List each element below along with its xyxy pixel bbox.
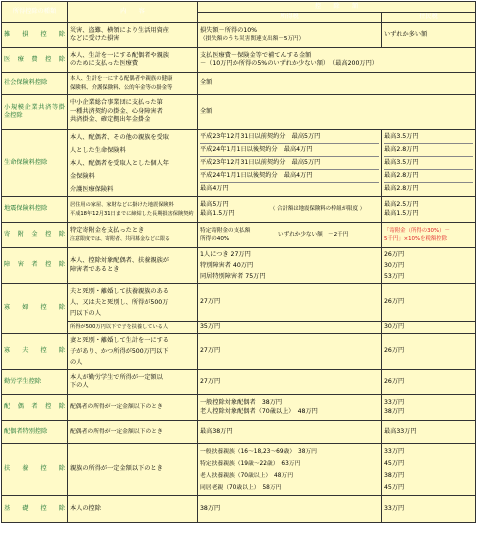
- row-name: 寡婦控除: [2, 284, 68, 334]
- row-income-tax: 全額: [198, 73, 476, 95]
- row-spouse: [2, 395, 476, 421]
- row-name: 小規模企業共済等掛金控除: [2, 95, 68, 130]
- row-resident-tax: 26万円: [382, 334, 476, 370]
- row-income-tax: 全額: [198, 95, 476, 130]
- row-resident-tax: 30万円: [382, 322, 476, 334]
- row-name: 社会保険料控除: [2, 73, 68, 95]
- row-casualty-loss: [2, 23, 476, 48]
- row-content: 所得が500万円以下で子を扶養している人: [68, 322, 198, 334]
- row-income-tax: 損失額－所得の10% （損失額のうち災害関連支出額－5万円）: [198, 23, 382, 48]
- row-content: 居住用の家屋、家財などに掛けた地震保険料 平成18年12月31日までに締結した長期損害保険契約: [68, 197, 198, 223]
- income-deduction-table: [1, 1, 476, 523]
- row-name: 配偶者控除: [2, 395, 68, 421]
- row-name: 雑損控除: [2, 23, 68, 48]
- row-basic: [2, 496, 476, 523]
- row-income-tax: 27万円: [198, 370, 382, 395]
- row-income-tax: 最高38万円: [198, 421, 382, 444]
- row-resident-tax: 最高3.5万円 最高2.8万円 最高3.5万円 最高2.8万円 最高2.8万円: [382, 130, 476, 197]
- row-widow-2: [2, 322, 476, 334]
- row-content: 本人が勤労学生で所得が一定額以 下の人: [68, 370, 198, 395]
- row-name: 障害者控除: [2, 248, 68, 284]
- row-content: 妻と死別・離婚して生計を一にする 子があり、かつ所得が500万円以下 の人: [68, 334, 198, 370]
- header-income-tax: 所得税: [198, 13, 382, 23]
- row-resident-tax: 最高33万円: [382, 421, 476, 444]
- row-life-insurance: [2, 130, 476, 197]
- header-deduction: 控 除 額: [198, 2, 476, 13]
- row-resident-tax: 33万円: [382, 496, 476, 523]
- row-working-student: [2, 370, 476, 395]
- row-income-tax: 38万円: [198, 496, 382, 523]
- row-name: 医療費控除: [2, 48, 68, 73]
- row-name: 配偶者特別控除: [2, 421, 68, 444]
- row-resident-tax: 26万円 30万円 53万円: [382, 248, 476, 284]
- row-resident-tax: 26万円: [382, 370, 476, 395]
- row-resident-tax: いずれか多い額: [382, 23, 476, 48]
- header-resident-tax: 住民税: [382, 13, 476, 23]
- row-social-insurance: [2, 73, 476, 95]
- row-resident-tax: 「寄附金（所得の30%）－ 5千円」×10%を税額控除: [382, 223, 476, 248]
- row-income-tax: 1人につき 27万円 特別障害者 40万円 同居特別障害者 75万円: [198, 248, 382, 284]
- row-income-tax: 平成23年12月31日以前契約分 最高5万円 平成24年1月1日以後契約分 最高4万円 平成23年12月31日以前契約分 最高5万円 平成24年1月1日以後契約分 最高4万円 最高4万円: [198, 130, 382, 197]
- header-content: 内 容: [68, 2, 198, 23]
- row-name: 寡夫控除: [2, 334, 68, 370]
- row-dependent: [2, 444, 476, 496]
- row-income-tax: 一般扶養親族（16～18,23～69歳） 38万円 特定扶養親族（19歳～22歳） 63万円 老人扶養親族（70歳以上） 48万円 同居老親（70歳以上） 58万円: [198, 444, 382, 496]
- row-name: 地震保険料控除: [2, 197, 68, 223]
- row-donation: [2, 223, 476, 248]
- row-content: 中小企業総合事業団に支払った第 一種共済契約の掛金、心身障害者 共済掛金、確定拠出年金掛金: [68, 95, 198, 130]
- row-content: 本人、控除対象配偶者、扶養親族が 障害者であるとき: [68, 248, 198, 284]
- row-income-tax: 一般控除対象配偶者 38万円 老人控除対象配偶者（70歳以上） 48万円: [198, 395, 382, 421]
- row-income-tax: 最高5万円 最高1.5万円 （ 合計額は地震保険料の枠組が限度 ）: [198, 197, 382, 223]
- row-content: 配偶者の所得が一定金額以下のとき: [68, 421, 198, 444]
- row-resident-tax: 33万円 45万円 38万円 45万円: [382, 444, 476, 496]
- row-content: 本人、配偶者、その他の親族を受取 人とした生命保険料 本人、配偶者を受取人とした個人年 金保険料 介護医療保険料: [68, 130, 198, 197]
- row-income-tax: 支払医療費－保険金等で補てんする金額 －（10万円か所得の5%のいずれか少ない額） （最高200万円）: [198, 48, 476, 73]
- row-content: 本人の控除: [68, 496, 198, 523]
- row-income-tax: 27万円: [198, 334, 382, 370]
- row-spouse-special: [2, 421, 476, 444]
- row-name: 基礎控除: [2, 496, 68, 523]
- row-content: 配偶者の所得が一定金額以下のとき: [68, 395, 198, 421]
- row-content: 夫と死別・離婚して扶養親族のある 人、又は夫と死別し、所得が500万 円以下の人: [68, 284, 198, 322]
- row-resident-tax: 33万円 38万円: [382, 395, 476, 421]
- row-income-tax: 27万円: [198, 284, 382, 322]
- row-disability: [2, 248, 476, 284]
- row-name: 勤労学生控除: [2, 370, 68, 395]
- row-content: 本人、生計を一にする配偶者や親族 のために支払った医療費: [68, 48, 198, 73]
- row-name: 扶養控除: [2, 444, 68, 496]
- row-content: 親族の所得が一定金額以下のとき: [68, 444, 198, 496]
- row-content: 災害、盗難、横領により生活用資産 などに受けた損害: [68, 23, 198, 48]
- row-resident-tax: 最高2.5万円 最高1.5万円: [382, 197, 476, 223]
- header-row-1: [2, 2, 476, 13]
- row-income-tax: 35万円: [198, 322, 382, 334]
- header-name: 所得控除の種類: [2, 2, 68, 23]
- row-earthquake-insurance: [2, 197, 476, 223]
- row-small-enterprise: [2, 95, 476, 130]
- row-medical: [2, 48, 476, 73]
- row-content: 特定寄附金を支払ったとき 注意限度では、寄附者、共同募金などに限る: [68, 223, 198, 248]
- row-name: 生命保険料控除: [2, 130, 68, 197]
- row-widower: [2, 334, 476, 370]
- row-name: 寄附金控除: [2, 223, 68, 248]
- row-income-tax: 特定寄附金の支払額 所得の40% いずれか少ない額 －2千円: [198, 223, 382, 248]
- row-resident-tax: 26万円: [382, 284, 476, 322]
- row-widow-1: [2, 284, 476, 322]
- row-content: 本人、生計を一にする配偶者や親族の健康 保険料、介護保険料、公的年金等の掛金等: [68, 73, 198, 95]
